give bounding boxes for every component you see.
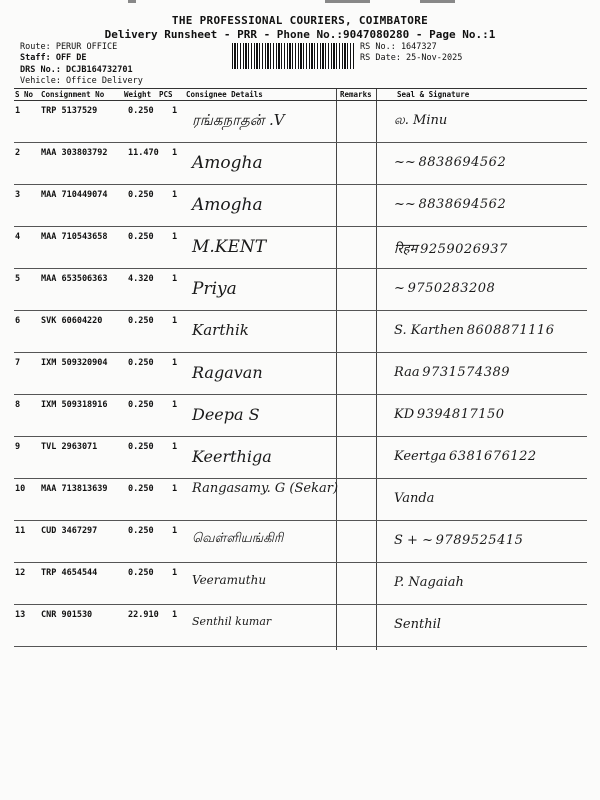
signature-mark: ~~ — [394, 197, 416, 212]
consignee-name: Priya — [192, 279, 237, 299]
row-consignment-no: CUD 3467297 — [41, 526, 98, 536]
row-pcs: 1 — [172, 190, 178, 200]
row-pcs: 1 — [172, 316, 178, 326]
signature-phone: 9394817150 — [416, 407, 505, 422]
consignee-name: Keerthiga — [192, 447, 272, 466]
row-sno: 9 — [15, 442, 21, 452]
signature — [394, 281, 495, 296]
table-row — [14, 311, 587, 353]
signature-mark: Senthil — [394, 617, 441, 632]
signature-phone: 9731574389 — [422, 365, 511, 380]
col-pcs: PCS — [159, 90, 173, 99]
table-row — [14, 353, 587, 395]
table-row — [14, 479, 587, 521]
top-edge-mark — [128, 0, 136, 3]
table-header — [14, 88, 587, 101]
col-consignment: Consignment No — [41, 90, 105, 99]
row-pcs: 1 — [172, 148, 178, 158]
row-consignment-no: CNR 901530 — [41, 610, 93, 620]
row-weight: 0.250 — [128, 526, 154, 536]
signature-phone: 9789525415 — [435, 533, 524, 548]
row-sno: 4 — [15, 232, 21, 242]
signature-mark: S + ~ — [394, 533, 433, 548]
row-sno: 10 — [15, 484, 26, 494]
row-consignment-no: MAA 710543658 — [41, 232, 108, 242]
row-sno: 11 — [15, 526, 26, 536]
staff-label: Staff: OFF DE — [20, 53, 87, 63]
signature — [394, 449, 537, 464]
row-consignment-no: TRP 5137529 — [41, 106, 98, 116]
row-consignment-no: TVL 2963071 — [41, 442, 98, 452]
row-weight: 0.250 — [128, 232, 154, 242]
table-row — [14, 563, 587, 605]
route-label: Route: PERUR OFFICE — [20, 42, 118, 52]
consignee-name: Veeramuthu — [192, 573, 267, 587]
row-sno: 8 — [15, 400, 21, 410]
signature-phone: 9750283208 — [407, 281, 496, 296]
consignee-name: ரங்கநாதன் .V — [192, 111, 285, 129]
row-weight: 0.250 — [128, 106, 154, 116]
signature-phone: 8838694562 — [418, 155, 507, 170]
row-weight: 0.250 — [128, 442, 154, 452]
row-pcs: 1 — [172, 484, 178, 494]
signature-phone: 8838694562 — [418, 197, 507, 212]
consignee-name: Ragavan — [192, 363, 263, 382]
col-consignee: Consignee Details — [186, 90, 263, 99]
row-pcs: 1 — [172, 442, 178, 452]
row-sno: 7 — [15, 358, 21, 368]
row-sno: 12 — [15, 568, 26, 578]
row-weight: 0.250 — [128, 358, 154, 368]
row-weight: 4.320 — [128, 274, 154, 284]
signature-mark: ல. Minu — [394, 113, 448, 128]
row-consignment-no: IXM 509320904 — [41, 358, 108, 368]
signature — [394, 617, 441, 632]
row-sno: 6 — [15, 316, 21, 326]
row-pcs: 1 — [172, 400, 178, 410]
signature — [394, 323, 554, 338]
signature-phone: 8608871116 — [466, 323, 555, 338]
signature-mark: Keertga — [394, 449, 447, 464]
table-row — [14, 101, 587, 143]
row-weight: 22.910 — [128, 610, 159, 620]
top-edge-mark — [325, 0, 370, 3]
signature — [394, 533, 523, 548]
consignee-name: Deepa S — [192, 405, 260, 424]
signature-mark: P. Nagaiah — [394, 575, 464, 590]
table-row — [14, 227, 587, 269]
runsheet-subtitle: Delivery Runsheet - PRR - Phone No.:9047080280 - Page No.:1 — [104, 28, 496, 41]
signature-mark: रिहम — [394, 242, 418, 257]
table-row — [14, 185, 587, 227]
signature — [394, 197, 506, 212]
row-pcs: 1 — [172, 610, 178, 620]
row-weight: 0.250 — [128, 484, 154, 494]
row-pcs: 1 — [172, 526, 178, 536]
row-pcs: 1 — [172, 106, 178, 116]
row-pcs: 1 — [172, 358, 178, 368]
signature-mark: S. Karthen — [394, 323, 465, 338]
row-sno: 5 — [15, 274, 21, 284]
consignee-name: Amogha — [192, 195, 263, 215]
row-sno: 3 — [15, 190, 21, 200]
signature — [394, 113, 447, 129]
signature — [394, 491, 434, 506]
col-remarks: Remarks — [340, 90, 372, 99]
table-row — [14, 605, 587, 647]
signature — [394, 407, 505, 422]
row-consignment-no: IXM 509318916 — [41, 400, 108, 410]
col-weight: Weight — [124, 90, 152, 99]
consignee-name: M.KENT — [192, 237, 267, 257]
row-weight: 0.250 — [128, 568, 154, 578]
row-consignment-no: MAA 710449074 — [41, 190, 108, 200]
barcode-image — [232, 43, 354, 69]
row-pcs: 1 — [172, 232, 178, 242]
signature — [394, 155, 506, 170]
runsheet-title: THE PROFESSIONAL COURIERS, COIMBATORE — [171, 14, 429, 27]
row-consignment-no: MAA 653506363 — [41, 274, 108, 284]
consignee-name: Senthil kumar — [192, 615, 272, 628]
signature — [394, 365, 510, 380]
runsheet-table — [14, 88, 587, 647]
signature-mark: Vanda — [394, 491, 435, 506]
row-consignment-no: SVK 60604220 — [41, 316, 103, 326]
col-sno: S No — [15, 90, 34, 99]
row-weight: 11.470 — [128, 148, 159, 158]
signature-mark: Raa — [394, 365, 420, 380]
row-pcs: 1 — [172, 568, 178, 578]
consignee-name: Rangasamy. G (Sekar) — [192, 481, 339, 496]
signature-phone: 9259026937 — [420, 242, 508, 257]
row-sno: 2 — [15, 148, 21, 158]
row-sno: 13 — [15, 610, 26, 620]
signature — [394, 239, 508, 257]
row-sno: 1 — [15, 106, 21, 116]
top-edge-mark — [420, 0, 455, 3]
signature-mark: ~ — [394, 281, 405, 296]
vehicle-label: Vehicle: Office Delivery — [20, 76, 143, 86]
rs-number: RS No.: 1647327 — [360, 42, 437, 52]
consignee-name: Amogha — [192, 153, 263, 173]
consignee-name: வெள்ளியங்கிரி — [192, 531, 284, 546]
row-consignment-no: TRP 4654544 — [41, 568, 98, 578]
row-weight: 0.250 — [128, 316, 154, 326]
table-row — [14, 437, 587, 479]
table-row — [14, 521, 587, 563]
drs-number: DRS No.: DCJB164732701 — [20, 65, 133, 75]
rs-date: RS Date: 25-Nov-2025 — [360, 53, 463, 63]
signature-mark: KD — [394, 407, 415, 422]
signature-phone: 6381676122 — [448, 449, 537, 464]
row-weight: 0.250 — [128, 190, 154, 200]
consignee-name: Karthik — [192, 321, 249, 339]
signature-mark: ~~ — [394, 155, 416, 170]
table-row — [14, 269, 587, 311]
row-pcs: 1 — [172, 274, 178, 284]
col-seal: Seal & Signature — [397, 90, 470, 99]
table-row — [14, 395, 587, 437]
row-consignment-no: MAA 303803792 — [41, 148, 108, 158]
table-row — [14, 143, 587, 185]
row-weight: 0.250 — [128, 400, 154, 410]
row-consignment-no: MAA 713813639 — [41, 484, 108, 494]
signature — [394, 575, 464, 590]
